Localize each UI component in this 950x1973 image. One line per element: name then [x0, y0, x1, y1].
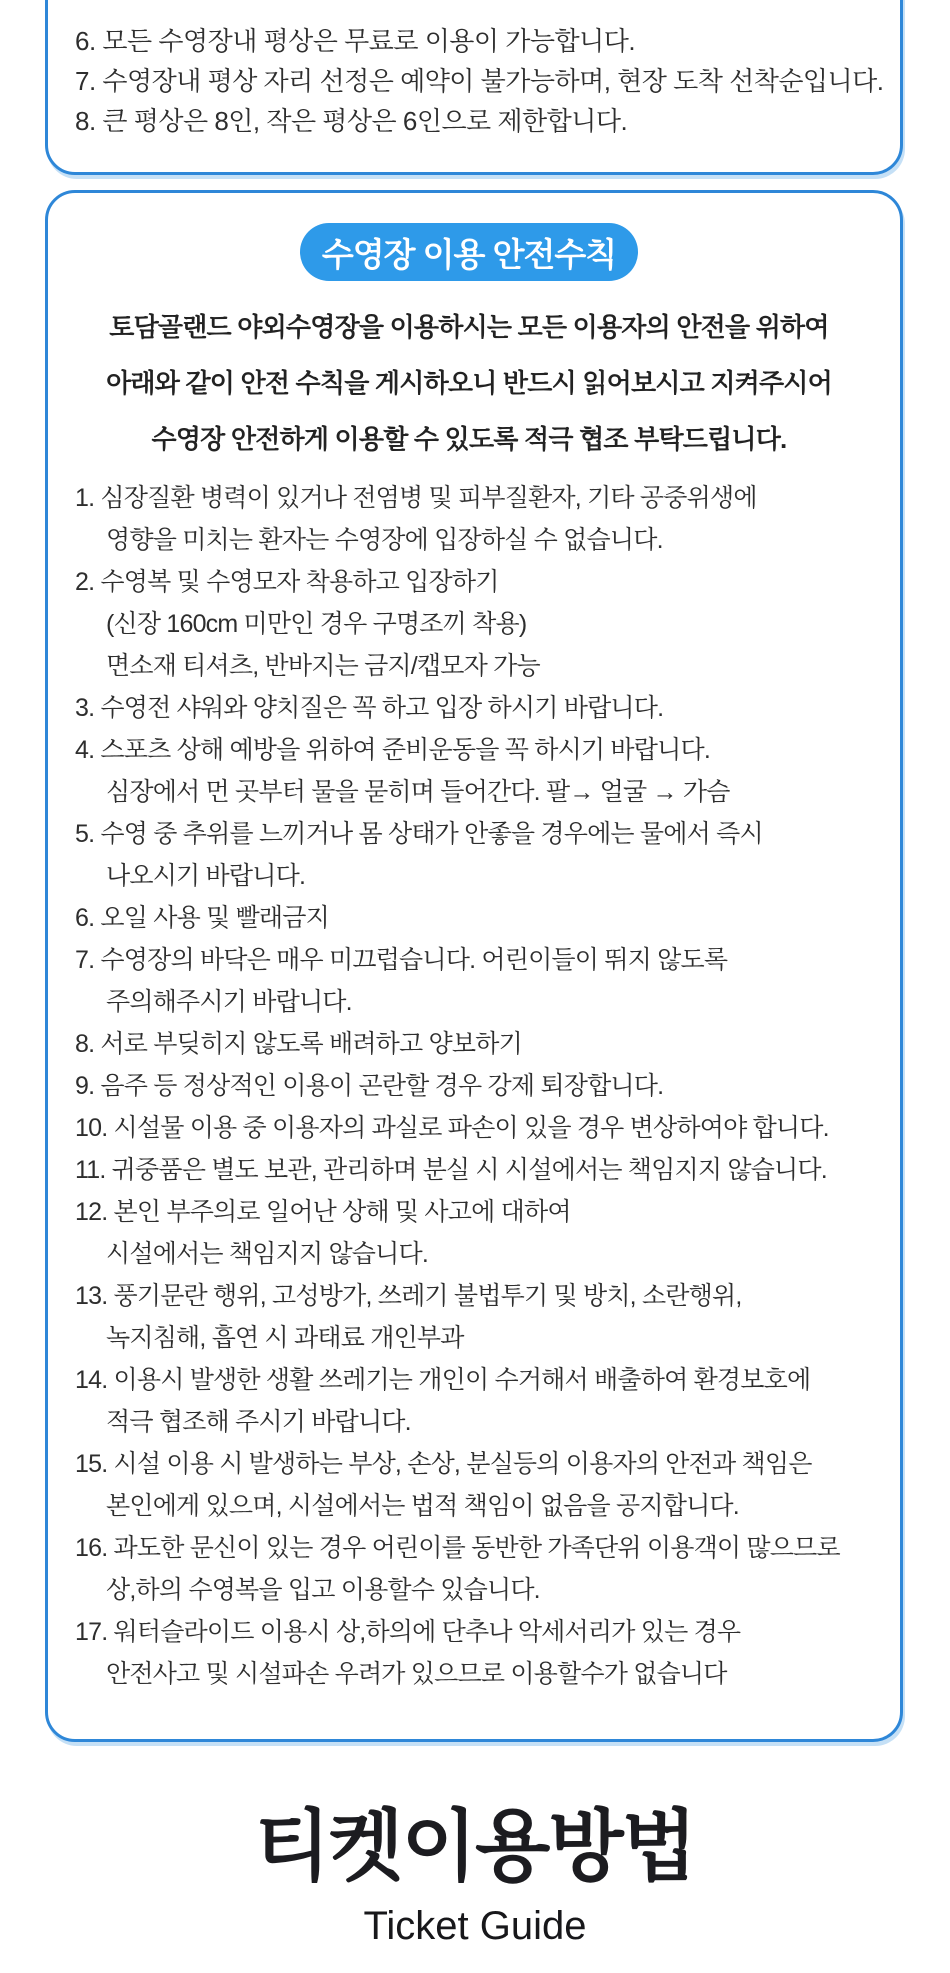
safety-rule-line: 8. 서로 부딪히지 않도록 배려하고 양보하기	[75, 1030, 522, 1058]
intro-line: 수영장 안전하게 이용할 수 있도록 적극 협조 부탁드립니다.	[151, 424, 787, 454]
safety-rules-badge-label: 수영장 이용 안전수칙	[321, 235, 617, 273]
safety-rules-badge	[300, 223, 638, 281]
safety-intro	[48, 299, 890, 467]
safety-rule-line: 5. 수영 중 추위를 느끼거나 몸 상태가 안좋을 경우에는 물에서 즉시	[75, 820, 763, 848]
safety-rule-line: 13. 풍기문란 행위, 고성방가, 쓰레기 불법투기 및 방치, 소란행위,	[75, 1282, 742, 1310]
safety-rule-line: 10. 시설물 이용 중 이용자의 과실로 파손이 있을 경우 변상하여야 합니다.	[75, 1114, 829, 1142]
safety-rule-line: 7. 수영장의 바닥은 매우 미끄럽습니다. 어린이들이 뛰지 않도록	[75, 946, 728, 974]
safety-rule-line: 상,하의 수영복을 입고 이용할수 있습니다.	[106, 1576, 540, 1604]
safety-rules-card	[45, 190, 903, 1742]
safety-rule-line: 11. 귀중품은 별도 보관, 관리하며 분실 시 시설에서는 책임지지 않습니다.	[75, 1156, 827, 1184]
bedstand-rules-list	[75, 21, 890, 141]
safety-rule-line: (신장 160cm 미만인 경우 구명조끼 착용)	[106, 610, 527, 638]
intro-line: 토담골랜드 야외수영장을 이용하시는 모든 이용자의 안전을 위하여	[109, 312, 829, 342]
ticket-guide-title	[0, 1800, 950, 1892]
safety-rule-line: 본인에게 있으며, 시설에서는 법적 책임이 없음을 공지합니다.	[106, 1492, 739, 1520]
safety-rule-line: 3. 수영전 샤워와 양치질은 꼭 하고 입장 하시기 바랍니다.	[75, 694, 664, 722]
safety-rule-line: 영향을 미치는 환자는 수영장에 입장하실 수 없습니다.	[106, 526, 663, 554]
ticket-guide-title-bold: 티켓	[254, 1802, 402, 1890]
safety-rule-line: 2. 수영복 및 수영모자 착용하고 입장하기	[75, 568, 499, 596]
intro-line: 아래와 같이 안전 수칙을 게시하오니 반드시 읽어보시고 지켜주시어	[106, 368, 832, 398]
safety-rule-line: 12. 본인 부주의로 일어난 상해 및 사고에 대하여	[75, 1198, 571, 1226]
safety-rule-line: 9. 음주 등 정상적인 이용이 곤란할 경우 강제 퇴장합니다.	[75, 1072, 664, 1100]
safety-rule-line: 1. 심장질환 병력이 있거나 전염병 및 피부질환자, 기타 공중위생에	[75, 484, 757, 512]
safety-rule-line: 심장에서 먼 곳부터 물을 묻히며 들어간다. 팔→ 얼굴 → 가슴	[106, 778, 730, 806]
ticket-guide-subtitle: Ticket Guide	[363, 1904, 587, 1948]
safety-rule-line: 면소재 티셔츠, 반바지는 금지/캡모자 가능	[106, 652, 540, 680]
safety-rule-line: 4. 스포츠 상해 예방을 위하여 준비운동을 꼭 하시기 바랍니다.	[75, 736, 710, 764]
safety-rule-line: 15. 시설 이용 시 발생하는 부상, 손상, 분실등의 이용자의 안전과 책임은	[75, 1450, 812, 1478]
safety-rule-line: 시설에서는 책임지지 않습니다.	[106, 1240, 428, 1268]
safety-rule-line: 안전사고 및 시설파손 우려가 있으므로 이용할수가 없습니다	[106, 1660, 727, 1688]
safety-rule-line: 녹지침해, 흡연 시 과태료 개인부과	[106, 1324, 464, 1352]
safety-rule-line: 17. 워터슬라이드 이용시 상,하의에 단추나 악세서리가 있는 경우	[75, 1618, 741, 1646]
safety-rule-line: 주의해주시기 바랍니다.	[106, 988, 352, 1016]
safety-rule-line: 16. 과도한 문신이 있는 경우 어린이를 동반한 가족단위 이용객이 많으므로	[75, 1534, 840, 1562]
safety-rules-list	[48, 477, 890, 1695]
ticket-guide-title-rest: 이용방법	[401, 1802, 696, 1890]
ticket-guide-section	[0, 1800, 950, 1949]
safety-rule-line: 나오시기 바랍니다.	[106, 862, 306, 890]
rule-item-line: 8. 큰 평상은 8인, 작은 평상은 6인으로 제한합니다.	[75, 106, 628, 136]
safety-rule-line: 적극 협조해 주시기 바랍니다.	[106, 1408, 411, 1436]
rule-item-line: 7. 수영장내 평상 자리 선정은 예약이 불가능하며, 현장 도착 선착순입니다.	[75, 66, 884, 96]
bedstand-rules-card	[45, 0, 903, 175]
rule-item-line: 6. 모든 수영장내 평상은 무료로 이용이 가능합니다.	[75, 26, 636, 56]
safety-rule-line: 14. 이용시 발생한 생활 쓰레기는 개인이 수거해서 배출하여 환경보호에	[75, 1366, 811, 1394]
safety-rule-line: 6. 오일 사용 및 빨래금지	[75, 904, 329, 932]
